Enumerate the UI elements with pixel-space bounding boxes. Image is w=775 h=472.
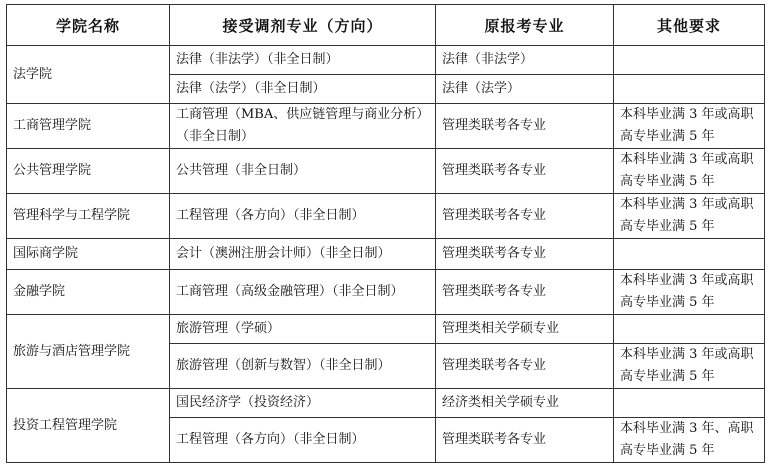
requirements-cell: 本科毕业满 3 年或高职高专毕业满 5 年 xyxy=(614,344,765,389)
college-cell: 金融学院 xyxy=(7,270,170,315)
college-cell: 国际商学院 xyxy=(7,239,170,270)
original-major-cell: 法律（法学） xyxy=(436,75,614,104)
major-cell: 工商管理（高级金融管理）（非全日制） xyxy=(170,270,436,315)
requirements-cell xyxy=(614,75,765,104)
college-cell: 旅游与酒店管理学院 xyxy=(7,315,170,389)
major-cell: 会计（澳洲注册会计师）（非全日制） xyxy=(170,239,436,270)
requirements-cell xyxy=(614,315,765,344)
header-original-major: 原报考专业 xyxy=(436,5,614,46)
major-cell: 工程管理（各方向）（非全日制） xyxy=(170,194,436,239)
original-major-cell: 管理类相关学硕专业 xyxy=(436,315,614,344)
requirements-cell xyxy=(614,46,765,75)
header-requirements: 其他要求 xyxy=(614,5,765,46)
table-row xyxy=(7,315,765,344)
table-row xyxy=(7,270,765,315)
major-cell: 工商管理（MBA、供应链管理与商业分析）（非全日制） xyxy=(170,104,436,149)
major-cell: 公共管理（非全日制） xyxy=(170,149,436,194)
table-row xyxy=(7,104,765,149)
college-cell: 公共管理学院 xyxy=(7,149,170,194)
original-major-cell: 管理类联考各专业 xyxy=(436,194,614,239)
table-row xyxy=(7,149,765,194)
table-container xyxy=(6,4,765,463)
original-major-cell: 管理类联考各专业 xyxy=(436,149,614,194)
header-college: 学院名称 xyxy=(7,5,170,46)
original-major-cell: 管理类联考各专业 xyxy=(436,270,614,315)
requirements-cell: 本科毕业满 3 年或高职高专毕业满 5 年 xyxy=(614,104,765,149)
requirements-cell xyxy=(614,389,765,418)
table-row xyxy=(7,389,765,418)
college-cell: 管理科学与工程学院 xyxy=(7,194,170,239)
table-row xyxy=(7,194,765,239)
major-cell: 法律（非法学）（非全日制） xyxy=(170,46,436,75)
requirements-cell: 本科毕业满 3 年或高职高专毕业满 5 年 xyxy=(614,194,765,239)
college-cell: 工商管理学院 xyxy=(7,104,170,149)
major-cell: 旅游管理（学硕） xyxy=(170,315,436,344)
header-major: 接受调剂专业（方向） xyxy=(170,5,436,46)
table-row xyxy=(7,239,765,270)
header-row xyxy=(7,5,765,46)
requirements-cell: 本科毕业满 3 年或高职高专毕业满 5 年 xyxy=(614,149,765,194)
original-major-cell: 管理类联考各专业 xyxy=(436,239,614,270)
requirements-cell: 本科毕业满 3 年或高职高专毕业满 5 年 xyxy=(614,270,765,315)
original-major-cell: 经济类相关学硕专业 xyxy=(436,389,614,418)
requirements-cell: 本科毕业满 3 年、高职高专毕业满 5 年 xyxy=(614,418,765,463)
original-major-cell: 管理类联考各专业 xyxy=(436,344,614,389)
requirements-cell xyxy=(614,239,765,270)
adjustment-table xyxy=(6,4,765,463)
original-major-cell: 法律（非法学） xyxy=(436,46,614,75)
major-cell: 国民经济学（投资经济） xyxy=(170,389,436,418)
major-cell: 旅游管理（创新与数智）（非全日制） xyxy=(170,344,436,389)
college-cell: 投资工程管理学院 xyxy=(7,389,170,463)
original-major-cell: 管理类联考各专业 xyxy=(436,418,614,463)
original-major-cell: 管理类联考各专业 xyxy=(436,104,614,149)
major-cell: 法律（法学）（非全日制） xyxy=(170,75,436,104)
table-row xyxy=(7,46,765,75)
major-cell: 工程管理（各方向）（非全日制） xyxy=(170,418,436,463)
college-cell: 法学院 xyxy=(7,46,170,104)
